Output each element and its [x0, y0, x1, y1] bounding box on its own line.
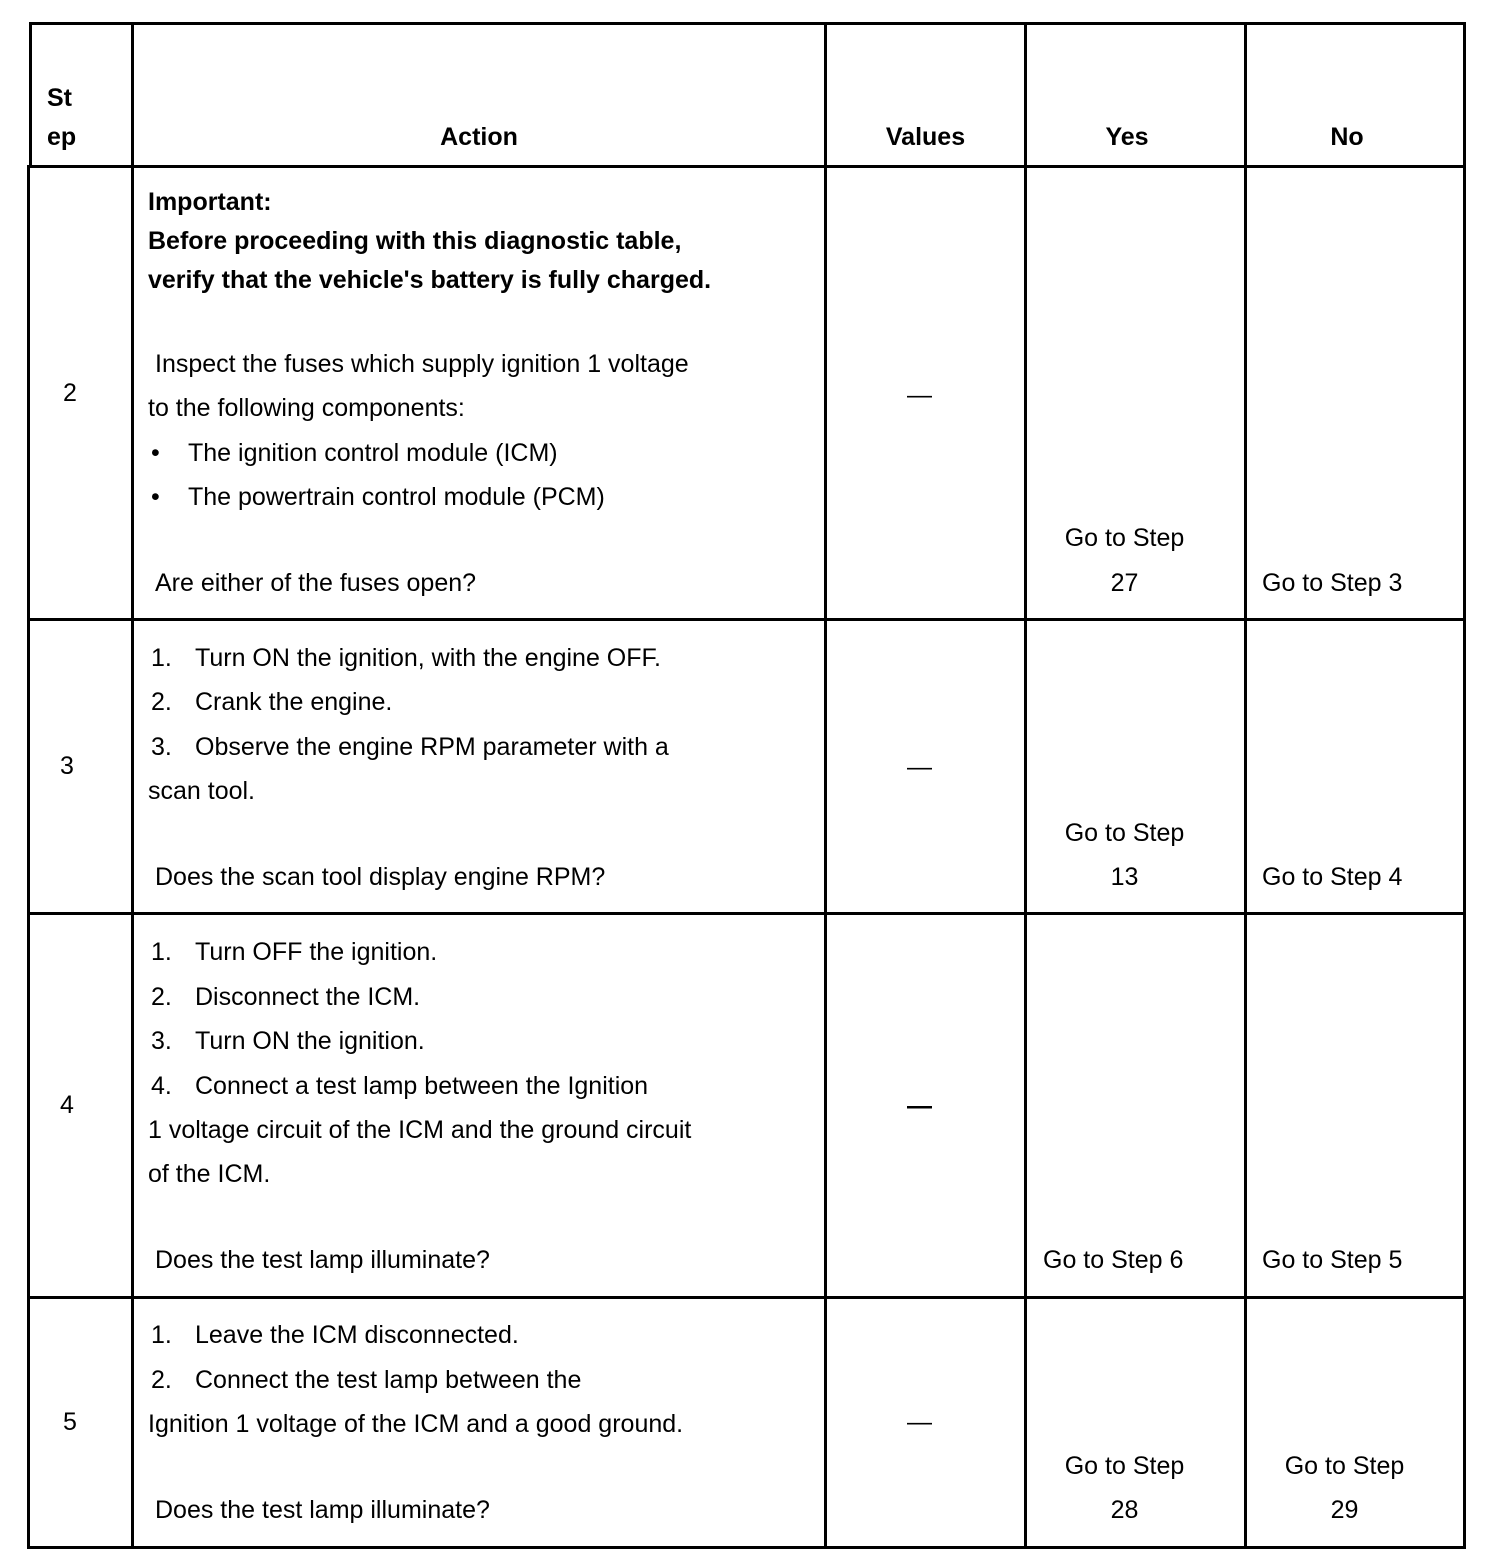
no-result: 29 [1330, 1496, 1359, 1524]
list-item: Crank the engine. [195, 688, 393, 716]
action-text: Inspect the fuses which supply ignition 1 voltage [155, 350, 689, 378]
question: Are either of the fuses open? [155, 569, 477, 597]
list-item: Disconnect the ICM. [195, 983, 421, 1011]
question: Does the test lamp illuminate? [155, 1246, 490, 1274]
row-divider [27, 912, 1466, 915]
list-item: Connect a test lamp between the Ignition [195, 1072, 649, 1100]
value-dash: — [907, 753, 932, 781]
list-item-continued: 1 voltage circuit of the ICM and the ground circuit [148, 1116, 692, 1144]
header-divider [30, 165, 1466, 168]
step-number: 4 [60, 1091, 74, 1119]
header-yes: Yes [1105, 123, 1149, 151]
no-result: Go to Step 4 [1262, 863, 1403, 891]
column-divider [1024, 22, 1027, 1549]
yes-result: Go to Step [1064, 1452, 1185, 1480]
row-divider [27, 618, 1466, 621]
step-number: 3 [60, 752, 74, 780]
value-dash: — [907, 381, 932, 409]
table-border-left [27, 165, 30, 1549]
list-item: Turn ON the ignition. [195, 1027, 425, 1055]
list-number: 3. [151, 1027, 172, 1055]
list-item: Turn OFF the ignition. [195, 938, 438, 966]
list-item: Leave the ICM disconnected. [195, 1321, 519, 1349]
yes-result: Go to Step 6 [1043, 1246, 1184, 1274]
bullet-icon: • [151, 483, 160, 511]
no-result: Go to Step [1284, 1452, 1405, 1480]
table-border-top [30, 22, 1466, 25]
list-number: 2. [151, 983, 172, 1011]
list-number: 4. [151, 1072, 172, 1100]
list-number: 1. [151, 938, 172, 966]
header-action: Action [440, 123, 518, 151]
bullet-icon: • [151, 439, 160, 467]
header-no: No [1330, 123, 1364, 151]
value-dash: — [907, 1092, 932, 1120]
row-divider [27, 1296, 1466, 1299]
important-note: Before proceeding with this diagnostic table, [148, 227, 682, 255]
column-divider [824, 22, 827, 1549]
value-dash: — [907, 1408, 932, 1436]
list-item-continued: Ignition 1 voltage of the ICM and a good ground. [148, 1410, 684, 1438]
yes-result: 28 [1110, 1496, 1139, 1524]
yes-result: 13 [1110, 863, 1139, 891]
question: Does the test lamp illuminate? [155, 1496, 490, 1524]
no-result: Go to Step 3 [1262, 569, 1403, 597]
question: Does the scan tool display engine RPM? [155, 863, 606, 891]
table-border-right [1463, 22, 1466, 1549]
list-item: Connect the test lamp between the [195, 1366, 582, 1394]
column-divider [1244, 22, 1247, 1549]
list-number: 3. [151, 733, 172, 761]
header-step: St [47, 84, 72, 112]
step-number: 2 [63, 379, 77, 407]
step-number: 5 [63, 1408, 77, 1436]
yes-result: Go to Step [1064, 524, 1185, 552]
list-item: Turn ON the ignition, with the engine OFF. [195, 644, 661, 672]
list-item: Observe the engine RPM parameter with a [195, 733, 669, 761]
list-number: 2. [151, 688, 172, 716]
column-divider [131, 22, 134, 1549]
no-result: Go to Step 5 [1262, 1246, 1403, 1274]
yes-result: Go to Step [1064, 819, 1185, 847]
important-label: Important: [148, 188, 272, 216]
list-number: 2. [151, 1366, 172, 1394]
yes-result: 27 [1110, 569, 1139, 597]
table-border-bottom [27, 1546, 1466, 1549]
list-number: 1. [151, 1321, 172, 1349]
table-border-left [29, 22, 32, 168]
important-note: verify that the vehicle's battery is fully charged. [148, 266, 712, 294]
list-number: 1. [151, 644, 172, 672]
list-item-continued: of the ICM. [148, 1160, 271, 1188]
list-item-continued: scan tool. [148, 777, 256, 805]
bullet-item: The ignition control module (ICM) [188, 439, 558, 467]
action-text: to the following components: [148, 394, 465, 422]
header-step: ep [47, 123, 77, 151]
bullet-item: The powertrain control module (PCM) [188, 483, 605, 511]
header-values: Values [885, 123, 966, 151]
